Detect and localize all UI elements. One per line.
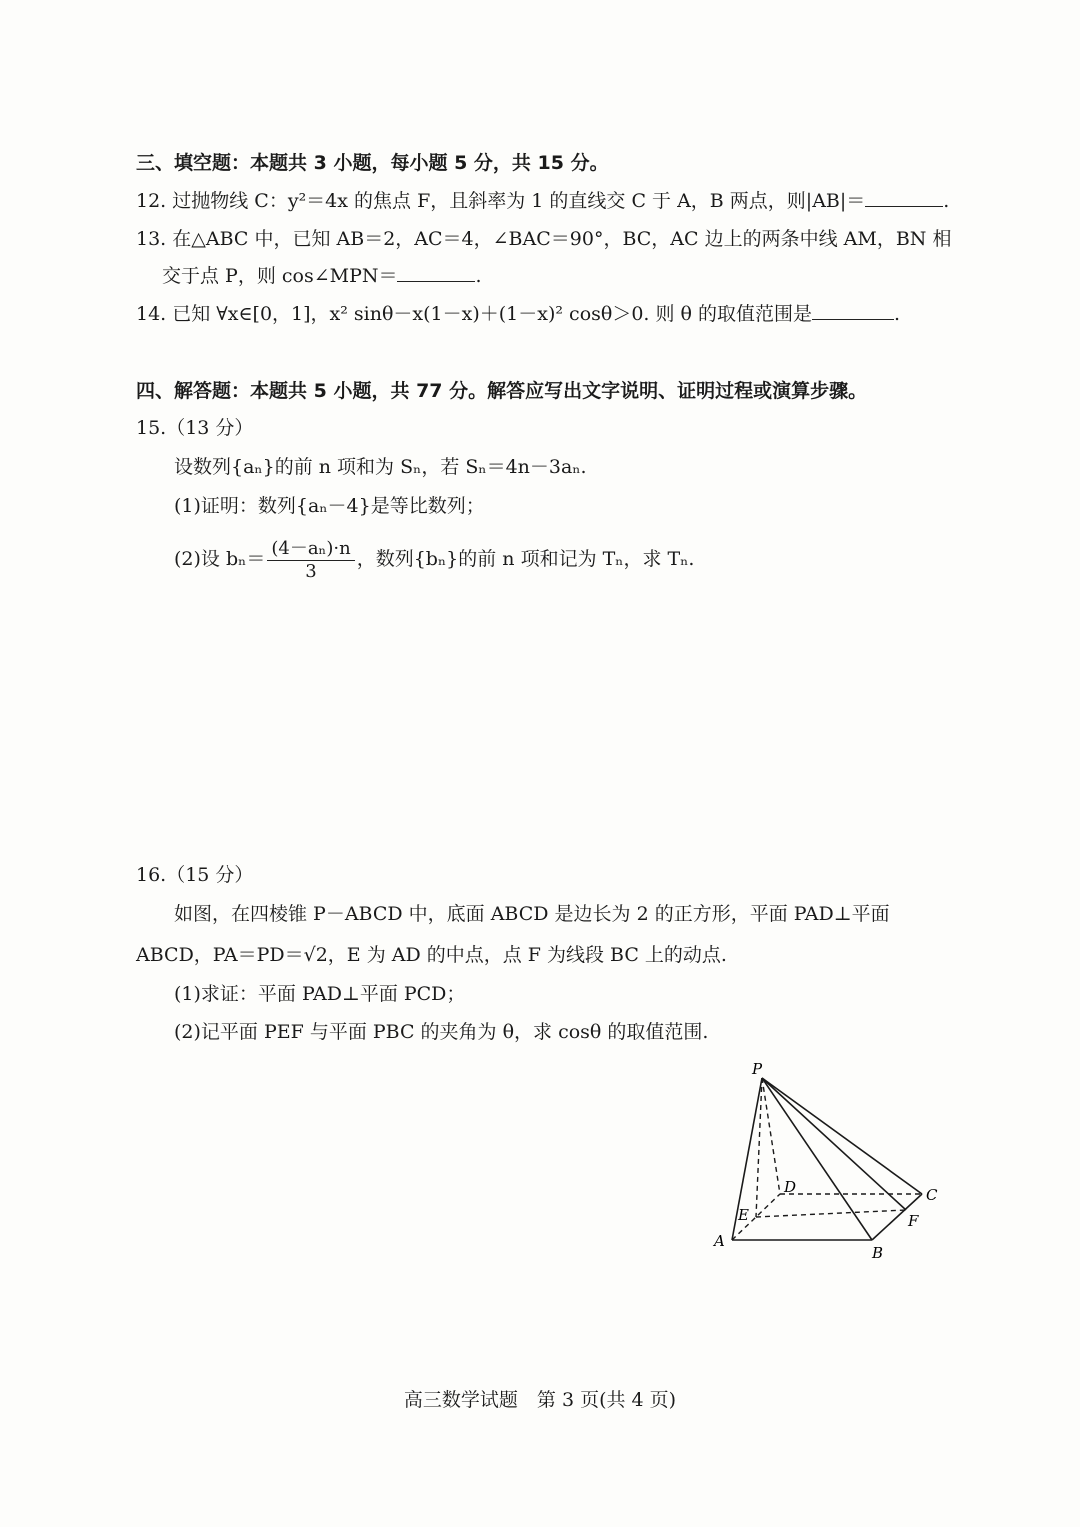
pyramid-figure [700,1060,960,1260]
q13-answer-blank [397,263,475,282]
label-F: F [908,1212,919,1230]
q16-stem-line1: 如图，在四棱锥 P－ABCD 中，底面 ABCD 是边长为 2 的正方形，平面 PAD⊥平面 [174,903,890,925]
q16-part1: (1)求证：平面 PAD⊥平面 PCD； [174,983,466,1005]
q15-fraction-denominator: 3 [305,560,317,582]
q14-end: . [894,303,901,325]
q13-end: . [475,265,482,287]
question-13-cont [162,263,482,289]
label-A: A [714,1232,725,1250]
label-D: D [784,1178,797,1196]
segment-EF [756,1210,906,1217]
q13-line1: 13. 在△ABC 中，已知 AB＝2，AC＝4，∠BAC＝90°，BC，AC 边上的两条中线 AM，BN 相 [136,228,952,250]
q16-part2: (2)记平面 PEF 与平面 PBC 的夹角为 θ，求 cosθ 的取值范围. [174,1021,709,1043]
edge-PD [762,1078,780,1194]
q12-answer-blank [865,188,943,207]
q15-part2 [174,536,694,583]
label-C: C [926,1186,938,1204]
q12-text: 12. 过抛物线 C：y²＝4x 的焦点 F，且斜率为 1 的直线交 C 于 A，B 两点，则|AB|＝ [136,190,866,212]
q16-stem-line2: ABCD，PA＝PD＝√2，E 为 AD 的中点，点 F 为线段 BC 上的动点. [136,944,727,966]
q15-part2-suffix: ，数列{bₙ}的前 n 项和记为 Tₙ，求 Tₙ. [356,548,695,570]
label-B: B [872,1244,884,1260]
q13-line2: 交于点 P，则 cos∠MPN＝ [162,265,398,287]
edge-PC [762,1078,922,1194]
q15-fraction-numerator: (4－aₙ)·n [267,538,354,561]
q15-part1: (1)证明：数列{aₙ－4}是等比数列； [174,495,485,517]
section4-title: 四、解答题：本题共 5 小题，共 77 分。解答应写出文字说明、证明过程或演算步骤。 [136,380,868,402]
q15-part2-prefix: (2)设 bₙ＝ [174,548,266,570]
label-P: P [752,1060,763,1078]
q14-text: 14. 已知 ∀x∈[0，1]，x² sinθ－x(1－x)＋(1－x)² cosθ＞0. 则 θ 的取值范围是 [136,303,813,325]
q15-stem: 设数列{aₙ}的前 n 项和为 Sₙ，若 Sₙ＝4n－3aₙ. [174,456,587,478]
q15-header: 15.（13 分） [136,417,254,439]
q16-header: 16.（15 分） [136,864,254,886]
section3-title: 三、填空题：本题共 3 小题，每小题 5 分，共 15 分。 [136,152,609,174]
q15-fraction [267,538,354,583]
page-footer: 高三数学试题 第 3 页(共 4 页) [403,1389,677,1411]
q14-answer-blank [812,301,894,320]
edge-PE [756,1078,762,1217]
question-14 [136,301,900,327]
label-E: E [738,1206,749,1224]
question-12 [136,188,949,214]
q12-end: . [943,190,950,212]
